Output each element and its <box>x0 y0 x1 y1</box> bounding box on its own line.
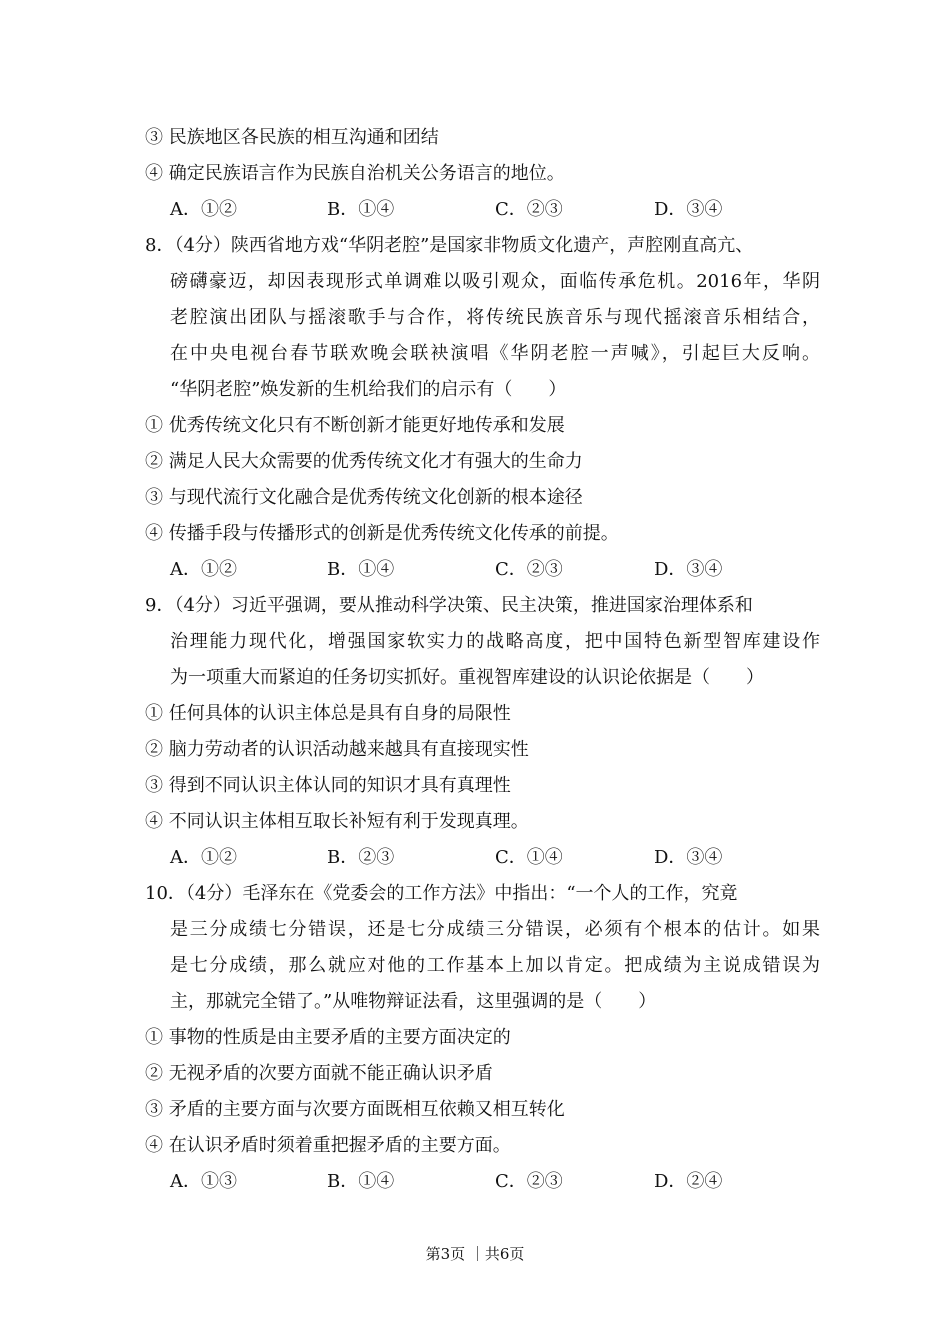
q8-stem-line-1: 8．（4分）陕西省地方戏“华阴老腔”是国家非物质文化遗产，声腔刚直高亢、 <box>145 235 754 256</box>
q7-item-4: ④ 确定民族语言作为民族自治机关公务语言的地位。 <box>145 163 565 184</box>
q8-item-2: ② 满足人民大众需要的优秀传统文化才有强大的生命力 <box>145 451 583 472</box>
q10-item-4: ④ 在认识矛盾时须着重把握矛盾的主要方面。 <box>145 1135 511 1156</box>
q9-option-c[interactable]: C．①④ <box>495 847 563 868</box>
q9-stem-line-2: 治理能力现代化，增强国家软实力的战略高度，把中国特色新型智库建设作 <box>170 631 820 652</box>
q9-option-a[interactable]: A．①② <box>170 847 237 868</box>
q8-stem-line-2: 磅礴豪迈，却因表现形式单调难以吸引观众，面临传承危机。2016年，华阴 <box>170 271 820 292</box>
q9-stem-line-1: 9．（4分）习近平强调，要从推动科学决策、民主决策，推进国家治理体系和 <box>145 595 753 616</box>
q8-option-d[interactable]: D．③④ <box>654 559 723 580</box>
q9-item-3: ③ 得到不同认识主体认同的知识才具有真理性 <box>145 775 511 796</box>
q10-stem-line-3: 是七分成绩，那么就应对他的工作基本上加以肯定。把成绩为主说成错误为 <box>170 955 820 976</box>
q9-stem-line-3: 为一项重大而紧迫的任务切实抓好。重视智库建设的认识论依据是（ ） <box>170 667 764 688</box>
q8-item-3: ③ 与现代流行文化融合是优秀传统文化创新的根本途径 <box>145 487 583 508</box>
q7-option-a[interactable]: A．①② <box>170 199 237 220</box>
q10-options <box>170 1169 730 1195</box>
q8-options <box>170 557 730 583</box>
q10-item-3: ③ 矛盾的主要方面与次要方面既相互依赖又相互转化 <box>145 1099 565 1120</box>
q9-options <box>170 845 730 871</box>
q9-item-4: ④ 不同认识主体相互取长补短有利于发现真理。 <box>145 811 529 832</box>
q7-item-3: ③ 民族地区各民族的相互沟通和团结 <box>145 127 439 148</box>
q7-option-c[interactable]: C．②③ <box>495 199 563 220</box>
q7-option-d[interactable]: D．③④ <box>654 199 723 220</box>
q10-stem-line-1: 10．（4分）毛泽东在《党委会的工作方法》中指出：“一个人的工作，究竟 <box>145 883 738 904</box>
q9-option-b[interactable]: B．②③ <box>327 847 395 868</box>
page-footer: 第3页 ｜共6页 <box>425 1245 525 1263</box>
q8-stem-line-5: “华阴老腔”焕发新的生机给我们的启示有（ ） <box>170 379 567 400</box>
q8-option-c[interactable]: C．②③ <box>495 559 563 580</box>
q8-option-b[interactable]: B．①④ <box>327 559 395 580</box>
q9-item-2: ② 脑力劳动者的认识活动越来越具有直接现实性 <box>145 739 529 760</box>
q10-stem-line-4: 主，那就完全错了。”从唯物辩证法看，这里强调的是（ ） <box>170 991 657 1012</box>
q8-option-a[interactable]: A．①② <box>170 559 237 580</box>
q7-option-b[interactable]: B．①④ <box>327 199 395 220</box>
q7-options <box>170 197 730 223</box>
q8-stem-line-3: 老腔演出团队与摇滚歌手与合作，将传统民族音乐与现代摇滚音乐相结合， <box>170 307 820 328</box>
q8-item-1: ① 优秀传统文化只有不断创新才能更好地传承和发展 <box>145 415 565 436</box>
q10-item-1: ① 事物的性质是由主要矛盾的主要方面决定的 <box>145 1027 511 1048</box>
q9-option-d[interactable]: D．③④ <box>654 847 723 868</box>
q10-item-2: ② 无视矛盾的次要方面就不能正确认识矛盾 <box>145 1063 493 1084</box>
q10-option-b[interactable]: B．①④ <box>327 1171 395 1192</box>
q10-option-a[interactable]: A．①③ <box>170 1171 237 1192</box>
q8-stem-line-4: 在中央电视台春节联欢晚会联袂演唱《华阴老腔一声喊》，引起巨大反响。 <box>170 343 820 364</box>
q8-item-4: ④ 传播手段与传播形式的创新是优秀传统文化传承的前提。 <box>145 523 619 544</box>
q10-stem-line-2: 是三分成绩七分错误，还是七分成绩三分错误，必须有个根本的估计。如果 <box>170 919 820 940</box>
q10-option-d[interactable]: D．②④ <box>654 1171 723 1192</box>
q9-item-1: ① 任何具体的认识主体总是具有自身的局限性 <box>145 703 511 724</box>
q10-option-c[interactable]: C．②③ <box>495 1171 563 1192</box>
